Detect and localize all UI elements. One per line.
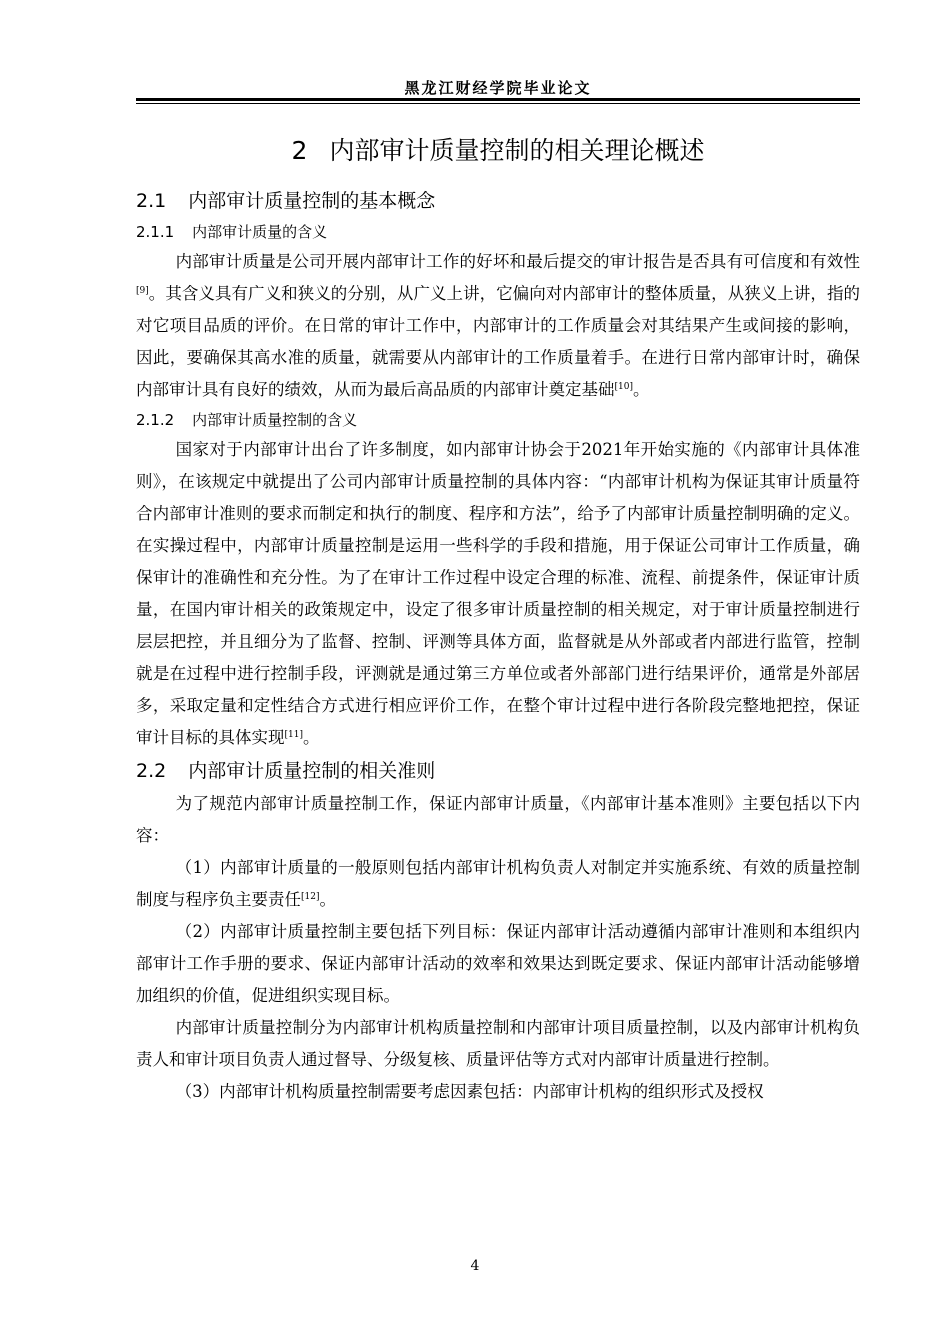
citation: [11] bbox=[284, 730, 303, 740]
header-rule-thick bbox=[136, 98, 860, 101]
paragraph-text: 国家对于内部审计出台了许多制度，如内部审计协会于2021年开始实施的《内部审计具体准则》，在该规定中就提出了公司内部审计质量控制的具体内容：“内部审计机构为保证其审计质量符合内部审计准则的要求而制定和执行的制度、程序和方法”，给予了内部审计质量控制明确的定义。在实操过程中，内部审计质量控制是运用一些科学的手段和措施，用于保证公司审计工作质量，确保审计的准确性和充分性。为了在审计工作过程中设定合理的标准、流程、前提条件，保证审计质量，在国内审计相关的政策规定中，设定了很多审计质量控制的相关规定，对于审计质量控制进行层层把控，并且细分为了监督、控制、评测等具体方面，监督就是从外部或者内部进行监管，控制就是在过程中进行控制手段，评测就是通过第三方单位或者外部部门进行结果评价，通常是外部居多，采取定量和定性结合方式进行相应评价工作，在整个审计过程中进行各阶段完整地把控，保证审计目标的具体实现 bbox=[136, 440, 860, 747]
section-title: 内部审计质量控制的相关准则 bbox=[188, 760, 436, 782]
section-heading-2-2 bbox=[136, 754, 860, 788]
subsection-title: 内部审计质量控制的含义 bbox=[192, 411, 358, 429]
paragraph-item-3: （3）内部审计机构质量控制需要考虑因素包括：内部审计机构的组织形式及授权 bbox=[175, 1082, 764, 1101]
paragraph-intro: 为了规范内部审计质量控制工作，保证内部审计质量，《内部审计基本准则》主要包括以下内容： bbox=[136, 794, 860, 845]
chapter-title bbox=[136, 128, 860, 174]
subsection-number: 2.1.2 bbox=[136, 411, 175, 429]
body-content bbox=[136, 128, 860, 1108]
subsection-heading-2-1-2 bbox=[136, 406, 860, 434]
section-number: 2.2 bbox=[136, 760, 167, 782]
subsection-heading-2-1-1 bbox=[136, 218, 860, 246]
paragraph-text: 内部审计质量是公司开展内部审计工作的好坏和最后提交的审计报告是否具有可信度和有效性 bbox=[175, 252, 860, 271]
paragraph-item-2: （2）内部审计质量控制主要包括下列目标：保证内部审计活动遵循内部审计准则和本组织内部审计工作手册的要求、保证内部审计活动的效率和效果达到既定要求、保证内部审计活动能够增加组织的价值，促进组织实现目标。 bbox=[136, 922, 860, 1005]
paragraph-text: （1）内部审计质量的一般原则包括内部审计机构负责人对制定并实施系统、有效的质量控制制度与程序负主要责任 bbox=[136, 858, 860, 909]
subsection-title: 内部审计质量的含义 bbox=[192, 223, 328, 241]
section-heading-2-1 bbox=[136, 184, 860, 218]
paragraph-item-1 bbox=[136, 852, 860, 916]
citation: [9] bbox=[136, 286, 149, 296]
section-number: 2.1 bbox=[136, 190, 167, 212]
page-number: 4 bbox=[470, 1258, 480, 1274]
paragraph-text: 。 bbox=[632, 380, 650, 399]
paragraph-text: 。 bbox=[319, 890, 336, 909]
chapter-title-text: 内部审计质量控制的相关理论概述 bbox=[329, 136, 705, 165]
header-rule-thin bbox=[136, 103, 860, 104]
running-header: 黑龙江财经学院毕业论文 bbox=[404, 79, 592, 97]
subsection-number: 2.1.1 bbox=[136, 223, 175, 241]
paragraph-audit-quality bbox=[136, 246, 860, 406]
citation: [12] bbox=[301, 892, 320, 902]
paragraph-control-types: 内部审计质量控制分为内部审计机构质量控制和内部审计项目质量控制，以及内部审计机构负责人和审计项目负责人通过督导、分级复核、质量评估等方式对内部审计质量进行控制。 bbox=[136, 1018, 860, 1069]
paragraph-quality-control bbox=[136, 434, 860, 754]
paragraph-text: 。 bbox=[302, 728, 320, 747]
section-title: 内部审计质量控制的基本概念 bbox=[188, 190, 436, 212]
citation: [10] bbox=[614, 382, 633, 392]
chapter-number: 2 bbox=[291, 136, 308, 165]
paragraph-text: 。其含义具有广义和狭义的分别，从广义上讲，它偏向对内部审计的整体质量，从狭义上讲，指的对它项目品质的评价。在日常的审计工作中，内部审计的工作质量会对其结果产生或间接的影响，因此，要确保其高水准的质量，就需要从内部审计的工作质量着手。在进行日常内部审计时，确保内部审计具有良好的绩效，从而为最后高品质的内部审计奠定基础 bbox=[136, 284, 860, 399]
